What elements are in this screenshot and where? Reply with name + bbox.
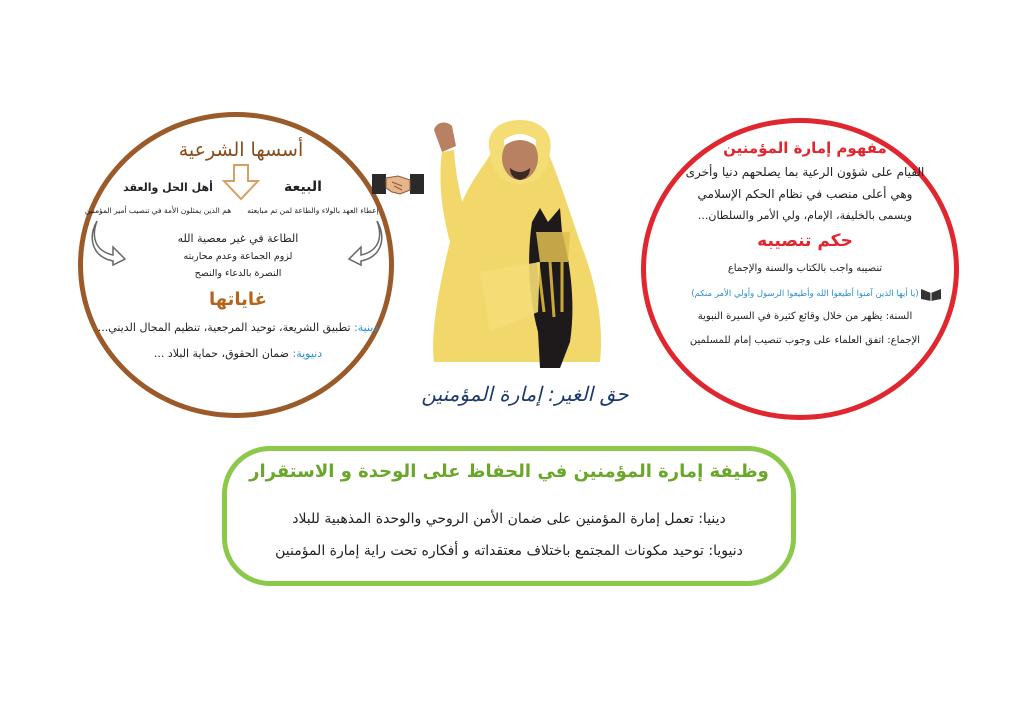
handshake-icon xyxy=(372,168,424,200)
quran-verse: (يا أيها الذين آمنوا أطيعوا الله وأطيعوا الرسول وأولي الأمر منكم) xyxy=(691,289,919,299)
worldly-goals xyxy=(123,347,353,360)
worldly-goals-text: ضمان الحقوق، حماية البلاد ... xyxy=(153,347,289,360)
ruling-line: تنصيبه واجب بالكتاب والسنة والإجماع xyxy=(727,263,883,274)
support-text: النصرة بالدعاء والنصح xyxy=(194,268,282,279)
baya-heading: البيعة xyxy=(284,179,322,195)
function-title: وظيفة إمارة المؤمنين في الحفاظ على الوحدة و الاستقرار xyxy=(249,461,769,482)
concept-title: مفهوم إمارة المؤمنين xyxy=(723,139,887,157)
concept-line-3: ويسمى بالخليفة، الإمام، ولي الأمر والسلطان... xyxy=(697,209,913,222)
function-religious-line: دينيا: تعمل إمارة المؤمنين على ضمان الأمن الروحي والوحدة المذهبية للبلاد xyxy=(292,511,726,527)
ruling-title: حكم تنصيبه xyxy=(757,231,853,251)
concept-line-1: القيام على شؤون الرعية بما يصلحهم دنيا وأخرى xyxy=(685,165,925,179)
ijma-line: الإجماع: اتفق العلماء على وجوب تنصيب إمام للمسلمين xyxy=(689,335,921,346)
community-text: لزوم الجماعة وعدم محاربته xyxy=(183,251,293,262)
baya-definition: إعطاء العهد بالولاء والطاعة لمن تم مبايعته xyxy=(247,206,379,215)
goals-title: غاياتها xyxy=(209,289,267,310)
curved-arrow-left-icon xyxy=(89,217,129,267)
ahl-definition: هم الذين يمثلون الأمة في تنصيب أمير المؤمنين xyxy=(84,206,232,215)
concept-circle xyxy=(641,118,959,420)
ahl-heading: أهل الحل والعقد xyxy=(123,181,213,194)
obedience-text: الطاعة في غير معصية الله xyxy=(177,232,299,245)
worldly-goals-label: دنيوية: xyxy=(292,347,323,360)
religious-goals xyxy=(93,321,383,334)
legitimacy-foundations-circle xyxy=(78,112,394,418)
concept-line-2: وهي أعلى منصب في نظام الحكم الإسلامي xyxy=(697,187,913,201)
religious-goals-text: تطبيق الشريعة، توحيد المرجعية، تنظيم المجال الديني... xyxy=(97,321,351,334)
religious-goals-label: دينية: xyxy=(354,321,379,334)
foundations-title: أسسها الشرعية xyxy=(178,139,304,161)
sunnah-line: السنة: يظهر من خلال وقائع كثيرة في السيرة النبوية xyxy=(697,311,913,322)
king-on-horse-photo xyxy=(420,112,614,370)
curved-arrow-right-icon xyxy=(345,217,385,267)
photo-caption: حق الغير: إمارة المؤمنين xyxy=(421,382,629,406)
function-worldly-line: دنيويا: توحيد مكونات المجتمع باختلاف معتقداته و أفكاره تحت راية إمارة المؤمنين xyxy=(275,543,743,559)
function-box xyxy=(222,446,796,586)
